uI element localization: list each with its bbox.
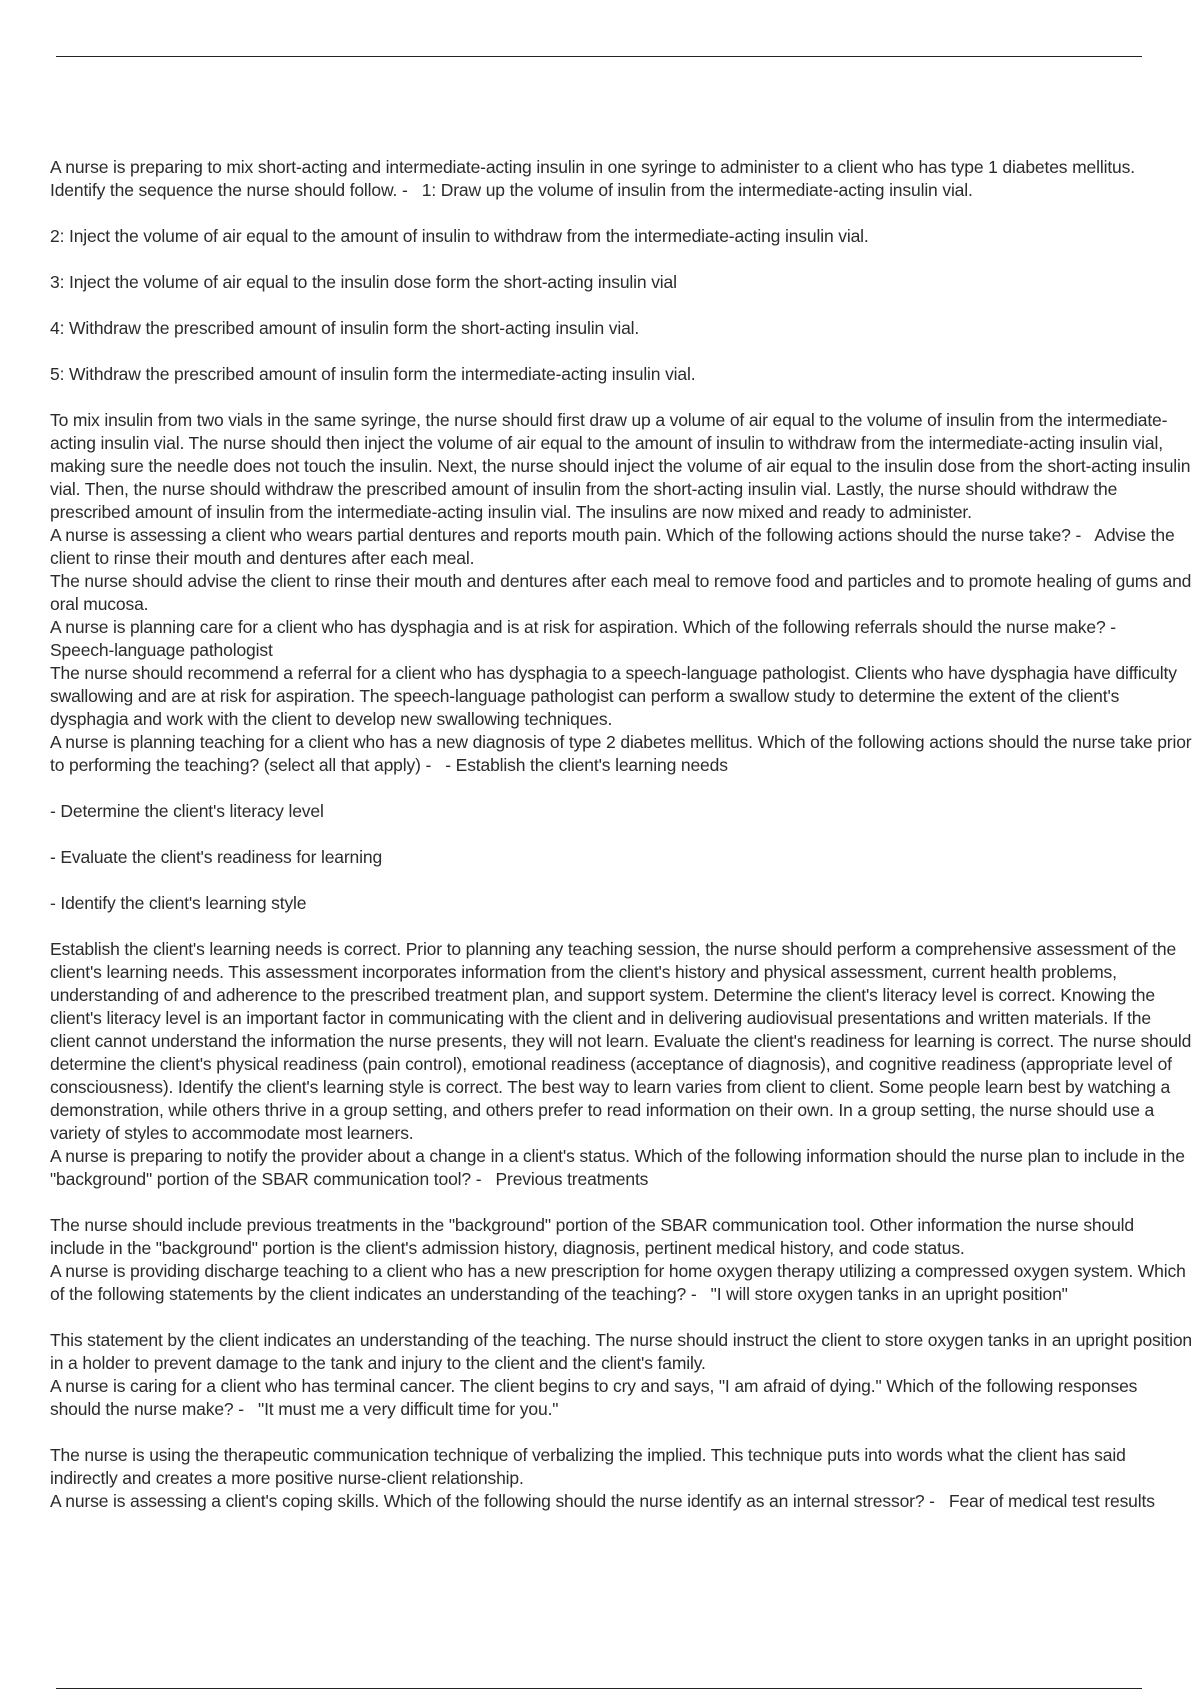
insulin-step-4: 4: Withdraw the prescribed amount of insulin form the short-acting insulin vial.	[50, 318, 640, 338]
insulin-step-5: 5: Withdraw the prescribed amount of insulin form the intermediate-acting insulin vial.	[50, 364, 696, 384]
answer-literacy-level: - Determine the client's literacy level	[50, 801, 324, 821]
question-coping-skills: A nurse is assessing a client's coping skills. Which of the following should the nurse identify as an internal stressor? - Fear of medical test results	[50, 1491, 1155, 1511]
question-home-oxygen: A nurse is providing discharge teaching to a client who has a new prescription for home oxygen therapy utilizing a compressed oxygen system. Which of the following statements by the client indicates an understanding of the teaching? - "I will store oxygen tanks in an upright position"	[50, 1261, 1191, 1304]
answer-readiness: - Evaluate the client's readiness for learning	[50, 847, 383, 867]
rationale-insulin-mixing: To mix insulin from two vials in the same syringe, the nurse should first draw up a volume of air equal to the volume of insulin from the intermediate-acting insulin vial. The nurse should then inject the volume of air equal to the amount of insulin to withdraw from the intermediate-acting insulin vial, making sure the needle does not touch the insulin. Next, the nurse should inject the volume of air equal to the insulin dose from the short-acting insulin vial. Then, the nurse should withdraw the prescribed amount of insulin from the short-acting insulin vial. Lastly, the nurse should withdraw the prescribed amount of insulin from the intermediate-acting insulin vial. The insulins are now mixed and ready to administer.	[50, 410, 1196, 522]
rationale-diabetes-teaching: Establish the client's learning needs is correct. Prior to planning any teaching session, the nurse should perform a comprehensive assessment of the client's learning needs. This assessment incorporates information from the client's history and physical assessment, current health problems, understanding of and adherence to the prescribed treatment plan, and support system. Determine the client's literacy level is correct. Knowing the client's literacy level is an important factor in communicating with the client and in delivering audiovisual presentations and written materials. If the client cannot understand the information the nurse presents, they will not learn. Evaluate the client's readiness for learning is correct. The nurse should determine the client's physical readiness (pain control), emotional readiness (acceptance of diagnosis), and cognitive readiness (appropriate level of consciousness). Identify the client's learning style is correct. The best way to learn varies from client to client. Some people learn best by watching a demonstration, while others thrive in a group setting, and others prefer to read information on their own. In a group setting, the nurse should use a variety of styles to accommodate most learners.	[50, 939, 1196, 1143]
rationale-dysphagia: The nurse should recommend a referral for a client who has dysphagia to a speech-language pathologist. Clients who have dysphagia have difficulty swallowing and are at risk for aspiration. The speech-language pathologist can perform a swallow study to determine the extent of the client's dysphagia and work with the client to develop new swallowing techniques.	[50, 663, 1182, 729]
question-dentures: A nurse is assessing a client who wears partial dentures and reports mouth pain. Which of the following actions should the nurse take? - Advise the client to rinse their mouth and dentures after each meal.	[50, 525, 1180, 568]
insulin-step-3: 3: Inject the volume of air equal to the insulin dose form the short-acting insulin vial	[50, 272, 677, 292]
rationale-dentures: The nurse should advise the client to rinse their mouth and dentures after each meal to remove food and particles and to promote healing of gums and oral mucosa.	[50, 571, 1196, 614]
answer-learning-style: - Identify the client's learning style	[50, 893, 307, 913]
footer-rule	[56, 1688, 1142, 1689]
rationale-terminal-cancer: The nurse is using the therapeutic communication technique of verbalizing the implied. This technique puts into words what the client has said indirectly and creates a more positive nurse-client relationship.	[50, 1445, 1131, 1488]
question-diabetes-teaching: A nurse is planning teaching for a client who has a new diagnosis of type 2 diabetes mellitus. Which of the following actions should the nurse take prior to performing the teaching? (select all that apply) - - Establish the client's learning needs	[50, 732, 1197, 775]
rationale-home-oxygen: This statement by the client indicates an understanding of the teaching. The nurse should instruct the client to store oxygen tanks in an upright position in a holder to prevent damage to the tank and injury to the client and the client's family.	[50, 1330, 1197, 1373]
rationale-sbar: The nurse should include previous treatments in the "background" portion of the SBAR communication tool. Other information the nurse should include in the "background" portion is the client's admission history, diagnosis, pertinent medical history, and code status.	[50, 1215, 1139, 1258]
question-terminal-cancer: A nurse is caring for a client who has terminal cancer. The client begins to cry and says, "I am afraid of dying." Which of the following responses should the nurse make? - "It must me a very difficult time for you."	[50, 1376, 1142, 1419]
question-insulin-mixing: A nurse is preparing to mix short-acting and intermediate-acting insulin in one syringe to administer to a client who has type 1 diabetes mellitus. Identify the sequence the nurse should follow. - 1: Draw up the volume of insulin from the intermediate-acting insulin vial.	[50, 157, 1140, 200]
header-rule	[56, 56, 1142, 57]
document-body	[50, 156, 1197, 1513]
question-sbar: A nurse is preparing to notify the provider about a change in a client's status. Which of the following information should the nurse plan to include in the "background" portion of the SBAR communication tool? - Previous treatments	[50, 1146, 1190, 1189]
insulin-step-2: 2: Inject the volume of air equal to the amount of insulin to withdraw from the intermediate-acting insulin vial.	[50, 226, 869, 246]
question-dysphagia: A nurse is planning care for a client who has dysphagia and is at risk for aspiration. Which of the following referrals should the nurse make? - Speech-language pathologist	[50, 617, 1131, 660]
